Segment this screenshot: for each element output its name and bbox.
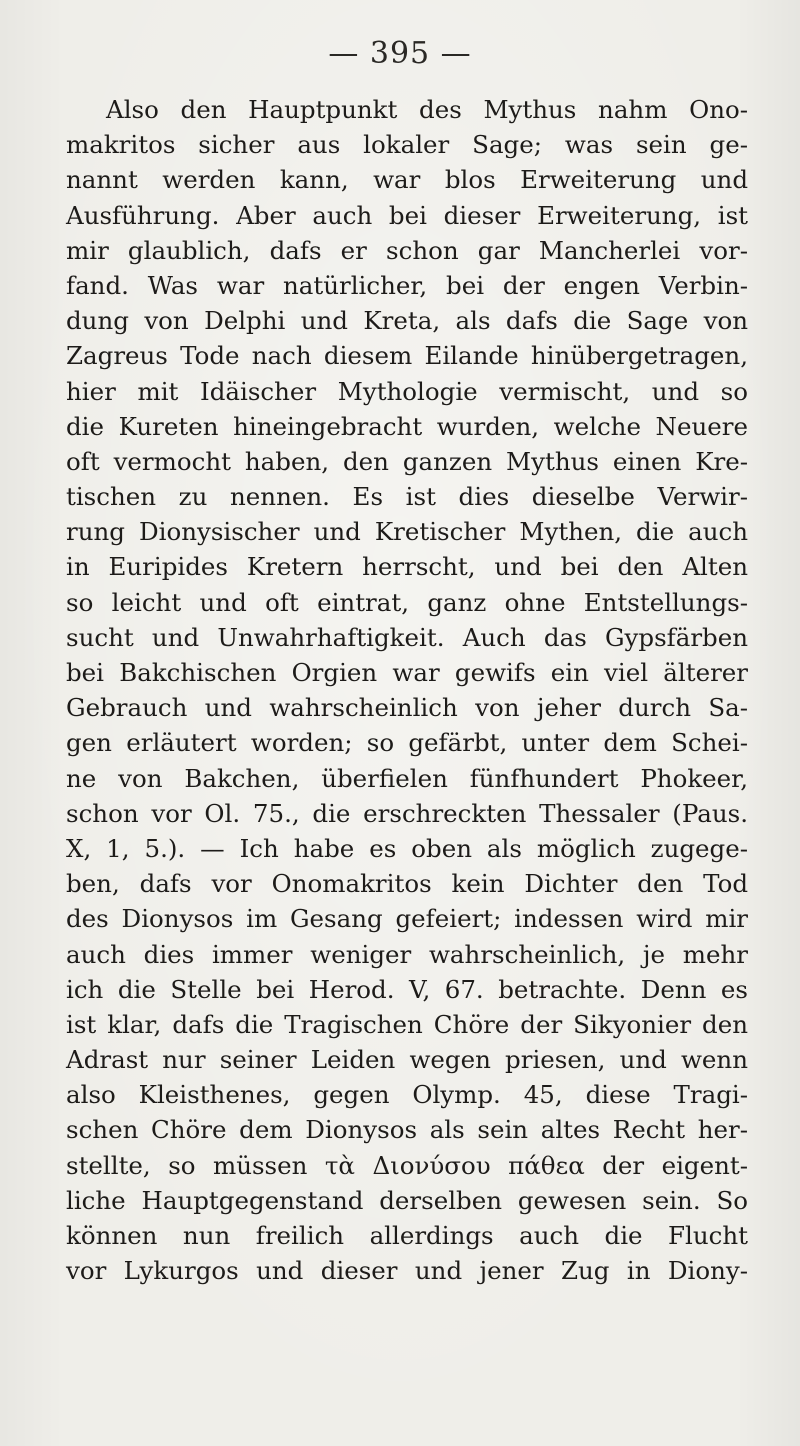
text-line: ben, dafs vor Onomakritos kein Dichter den Tod — [66, 869, 748, 899]
text-line: nannt werden kann, war blos Erweiterung und — [66, 165, 748, 195]
text-line: schen Chöre dem Dionysos als sein altes Recht her- — [66, 1115, 748, 1145]
text-line: makritos sicher aus lokaler Sage; was sein ge- — [66, 130, 748, 160]
text-line: hier mit Idäischer Mythologie vermischt, und so — [66, 376, 748, 406]
text-line: können nun freilich allerdings auch die Flucht — [66, 1221, 748, 1250]
text-line: oft vermocht haben, den ganzen Mythus einen Kre- — [66, 446, 748, 476]
text-line: sucht und Unwahrhaftigkeit. Auch das Gypsfärben — [66, 622, 748, 652]
text-line: mir glaublich, dafs er schon gar Mancherlei vor- — [66, 235, 748, 265]
text-line: ich die Stelle bei Herod. V, 67. betrachte. Denn es — [66, 974, 748, 1004]
text-line: rung Dionysischer und Kretischer Mythen, die auch — [66, 517, 748, 547]
text-line: Ausführung. Aber auch bei dieser Erweiterung, ist — [66, 200, 748, 230]
text-line: also Kleisthenes, gegen Olymp. 45, diese Tragi- — [66, 1080, 748, 1110]
text-line: vor Lykurgos und dieser und jener Zug in Diony- — [66, 1256, 748, 1286]
text-line: fand. Was war natürlicher, bei der engen Verbin- — [66, 270, 748, 300]
text-line: liche Hauptgegenstand derselben gewesen sein. So — [66, 1185, 748, 1215]
page-number: — 395 — — [328, 36, 472, 71]
text-line: schon vor Ol. 75., die erschreckten Thessaler (Paus. — [66, 798, 748, 828]
text-line: tischen zu nennen. Es ist dies dieselbe Verwir- — [66, 482, 748, 512]
text-line: Zagreus Tode nach diesem Eilande hinübergetragen, — [66, 341, 748, 371]
text-line: ne von Bakchen, überfielen fünfhundert Phokeer, — [66, 763, 748, 793]
text-line: Adrast nur seiner Leiden wegen priesen, und wenn — [66, 1045, 748, 1075]
text-line: dung von Delphi und Kreta, als dafs die Sage von — [66, 306, 748, 336]
text-line: des Dionysos im Gesang gefeiert; indessen wird mir — [66, 904, 748, 934]
text-line: gen erläutert worden; so gefärbt, unter dem Schei- — [66, 728, 748, 758]
text-line: Gebrauch und wahrscheinlich von jeher durch Sa- — [66, 693, 748, 723]
body-text — [66, 92, 748, 1288]
text-line: stellte, so müssen τὰ Διονύσου πάθεα der eigent- — [66, 1150, 748, 1180]
text-line: die Kureten hineingebracht wurden, welche Neuere — [66, 411, 748, 441]
text-line: so leicht und oft eintrat, ganz ohne Entstellungs- — [66, 587, 748, 617]
text-line: X, 1, 5.). — Ich habe es oben als möglich zugege- — [66, 833, 748, 863]
text-line: bei Bakchischen Orgien war gewifs ein viel älterer — [66, 658, 748, 687]
text-line: in Euripides Kretern herrscht, und bei den Alten — [66, 552, 748, 582]
text-line: Also den Hauptpunkt des Mythus nahm Ono- — [106, 95, 748, 124]
text-line: ist klar, dafs die Tragischen Chöre der Sikyonier den — [66, 1009, 748, 1039]
text-line: auch dies immer weniger wahrscheinlich, je mehr — [66, 939, 748, 969]
